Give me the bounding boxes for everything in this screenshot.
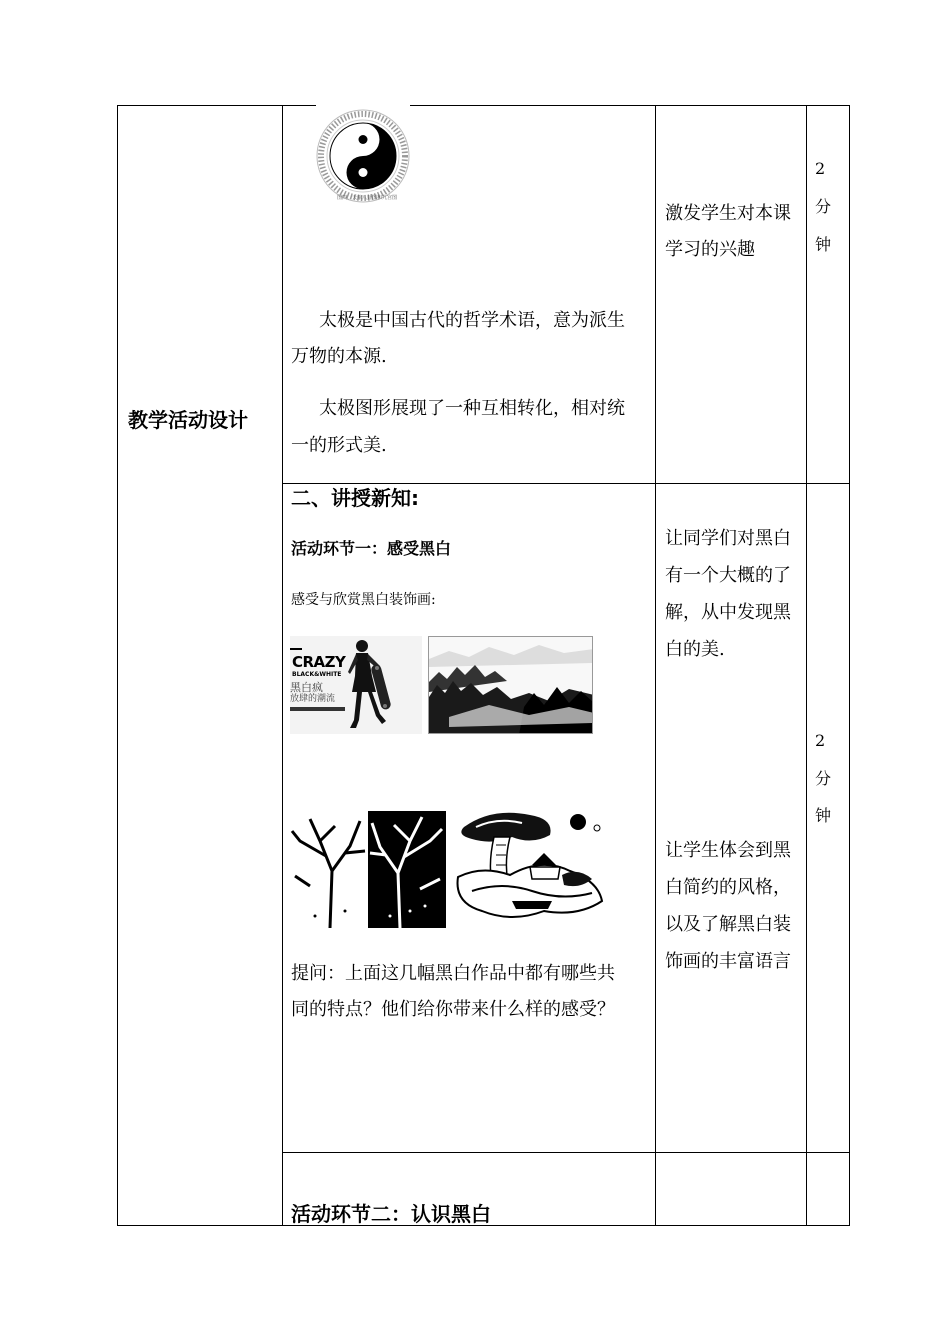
purpose-line-1: 激发学生对本课 [665,203,791,224]
question-line-1: 提问：上面这几幅黑白作品中都有哪些共 [291,963,615,984]
black-white-tree-image [290,811,446,928]
purpose-2-line-1: 让学生体会到黑 [665,840,791,861]
misty-forest-image [428,636,593,734]
poster-cn-title: 黑白疯 [290,681,323,694]
question-line-2: 同的特点？他们给你带来什么样的感受？ [291,999,615,1020]
purpose-1-line-2: 有一个大概的了 [665,565,791,586]
purpose-2-line-3: 以及了解黑白装 [665,914,791,935]
activity-1-title: 活动环节一：感受黑白 [291,539,452,558]
tree-icon [290,811,446,928]
time-2-unit-1: 分 [815,769,832,788]
row-divider-2 [282,1152,850,1153]
column-divider-3 [806,105,807,1226]
decorative-landscape-image [452,805,608,925]
landscape-icon [452,805,608,925]
time-unit-1: 分 [815,197,832,216]
poster-cn-subtitle: 放肆的潮流 [290,694,336,704]
activity-1-intro: 感受与欣赏黑白装饰画: [291,592,436,608]
section-title: 二、讲授新知: [291,486,419,510]
image-caption: 图四、天象八卦图和九宫图 [337,195,398,201]
purpose-1-line-1: 让同学们对黑白 [665,528,791,549]
time-number: 2 [815,159,826,178]
taiji-paragraph-2-line-1: 太极图形展现了一种互相转化，相对统 [319,398,625,419]
time-2-number: 2 [815,731,826,750]
purpose-2-line-2: 白简约的风格， [665,877,791,898]
activity-2-title: 活动环节二：认识黑白 [291,1202,491,1226]
purpose-2-line-4: 饰画的丰富语言 [665,951,791,972]
taiji-paragraph-1-line-2: 万物的本源. [291,346,387,367]
column-divider-1 [282,105,283,1226]
taiji-paragraph-1-line-1: 太极是中国古代的哲学术语，意为派生 [319,310,625,331]
table-border-right [849,105,850,1226]
poster-title: CRAZY [292,653,346,671]
skater-figure-icon [290,636,422,734]
taiji-paragraph-2-line-2: 一的形式美. [291,435,387,456]
poster-subtitle: BLACK&WHITE [292,671,342,678]
crazy-poster-image [290,636,422,734]
forest-icon [429,637,593,734]
table-border-top [117,105,850,106]
time-unit-2: 钟 [815,235,832,254]
purpose-line-2: 学习的兴趣 [665,239,755,260]
table-border-left [117,105,118,1226]
time-2-unit-2: 钟 [815,806,832,825]
column-divider-2 [655,105,656,1226]
section-label: 教学活动设计 [128,408,248,432]
purpose-1-line-3: 解，从中发现黑 [665,602,791,623]
purpose-1-line-4: 白的美. [665,639,725,660]
